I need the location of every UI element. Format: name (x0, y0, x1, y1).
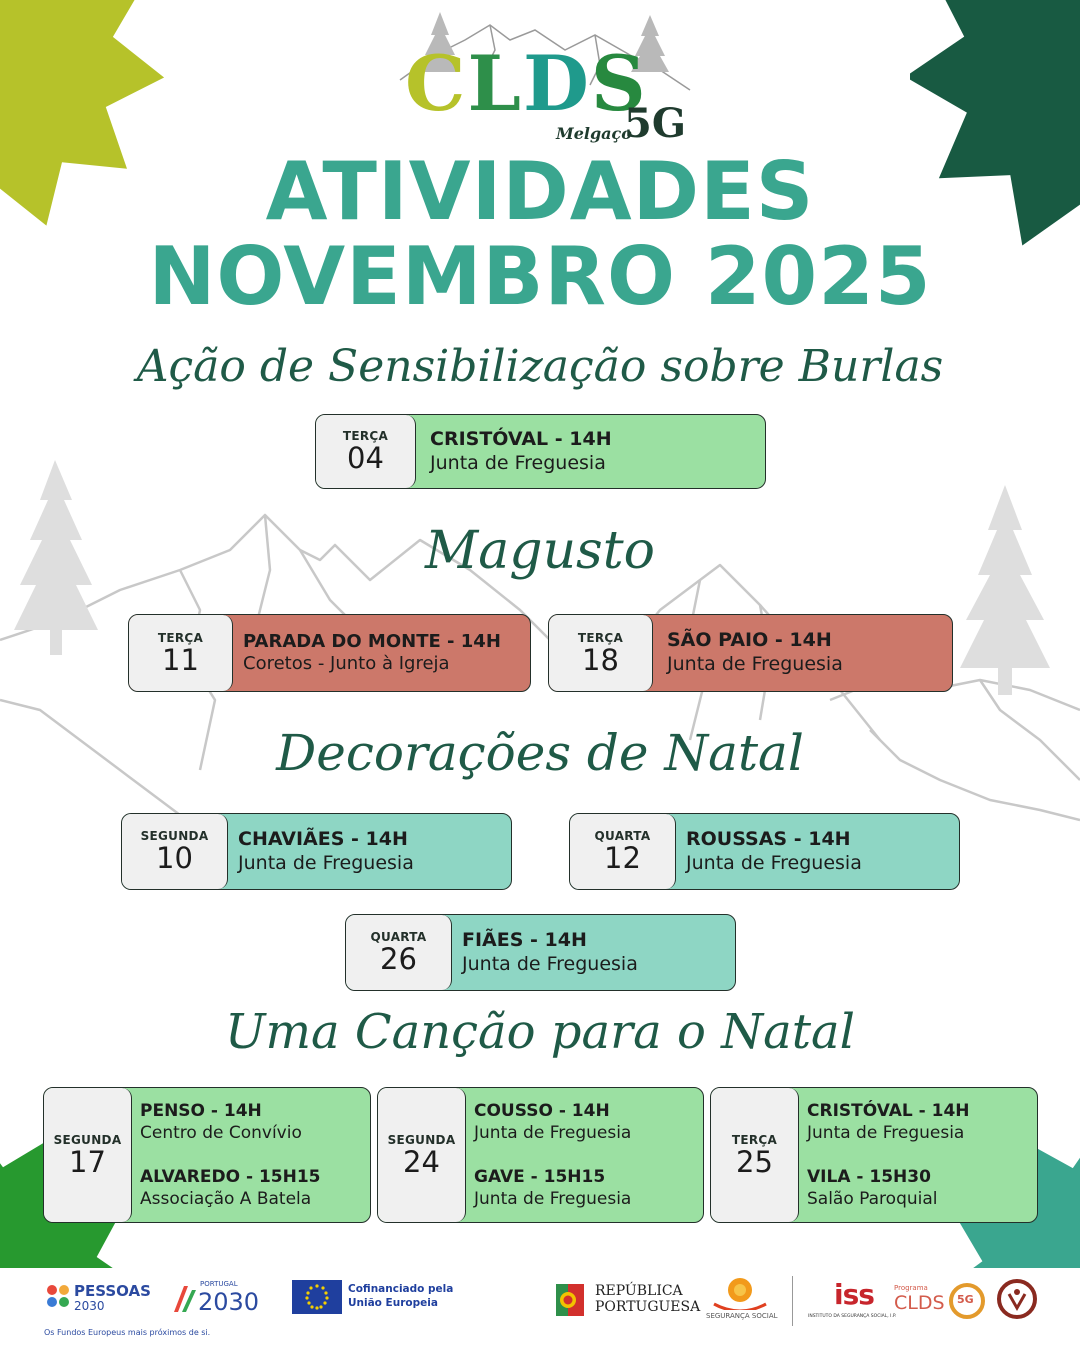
eu-flag-icon (292, 1280, 342, 1314)
event-place: CRISTÓVAL - 14H (430, 427, 612, 450)
section-title-burlas: Ação de Sensibilização sobre Burlas (136, 341, 944, 392)
event-date (122, 814, 228, 889)
event-date (44, 1088, 132, 1222)
event-venue: Junta de Freguesia (474, 1189, 632, 1210)
event-venue: Salão Paroquial (807, 1189, 938, 1210)
footer-divider (792, 1276, 793, 1326)
pessoas-icon (44, 1282, 72, 1310)
event-day: 25 (736, 1144, 773, 1179)
event-place: VILA - 15H30 (807, 1167, 931, 1187)
programa-label: Programa (894, 1284, 928, 1292)
event-day: 11 (162, 642, 199, 677)
event-weekday: SEGUNDA (387, 1132, 456, 1147)
event-day: 12 (604, 841, 641, 876)
event-card (43, 1087, 371, 1223)
event-card (377, 1087, 704, 1223)
event-info (228, 814, 511, 889)
logo-clds (405, 39, 648, 128)
event-date (129, 615, 233, 691)
event-place: ALVAREDO - 15H15 (140, 1167, 321, 1187)
event-weekday: TERÇA (731, 1132, 778, 1147)
event-place: PENSO - 14H (140, 1100, 262, 1121)
seguranca-text: SEGURANÇA SOCIAL (706, 1312, 778, 1320)
event-card (569, 813, 960, 890)
portugal-2030-icon (170, 1282, 198, 1314)
pessoas-year: 2030 (74, 1299, 105, 1313)
logo-letter-c: C (405, 39, 468, 128)
event-place: CHAVIÃES - 14H (238, 827, 408, 850)
event-date (711, 1088, 799, 1222)
event-day: 18 (582, 642, 619, 677)
programa-version: 5G (957, 1293, 974, 1306)
event-info (132, 1088, 370, 1222)
event-info (233, 615, 530, 691)
event-venue: Junta de Freguesia (430, 451, 606, 474)
event-date (316, 415, 416, 488)
event-place: CRISTÓVAL - 14H (807, 1100, 970, 1121)
iss-full: INSTITUTO DA SEGURANÇA SOCIAL, I.P. (808, 1314, 897, 1319)
event-place: SÃO PAIO - 14H (667, 629, 832, 652)
event-venue: Junta de Freguesia (667, 653, 843, 675)
pessoas-name: PESSOAS (74, 1282, 151, 1300)
event-venue: Junta de Freguesia (462, 952, 638, 975)
event-card (315, 414, 766, 489)
event-info (416, 415, 765, 488)
section-title-decoracoes: Decorações de Natal (276, 724, 804, 782)
event-venue: Associação A Batela (140, 1189, 312, 1210)
event-venue: Coretos - Junto à Igreja (243, 653, 450, 674)
event-venue: Junta de Freguesia (807, 1122, 965, 1143)
event-card (548, 614, 953, 692)
event-date (549, 615, 653, 691)
event-place: COUSSO - 14H (474, 1100, 610, 1121)
section-title-magusto: Magusto (425, 521, 655, 581)
event-info (466, 1088, 703, 1222)
event-info (676, 814, 959, 889)
event-place: FIÃES - 14H (462, 928, 587, 951)
event-info (799, 1088, 1037, 1222)
portugal-label: PORTUGAL (200, 1280, 238, 1288)
logo-letter-s: S (590, 39, 648, 128)
event-info (452, 915, 735, 990)
event-day: 17 (69, 1144, 106, 1179)
logo-version: 5G (624, 100, 686, 147)
republica-line1: REPÚBLICA (595, 1283, 683, 1299)
republica-portuguesa-icon (556, 1280, 586, 1320)
event-venue: Centro de Convívio (140, 1122, 302, 1143)
event-weekday: TERÇA (157, 630, 204, 645)
section-title-cancao: Uma Canção para o Natal (225, 1004, 855, 1060)
pessoas-tagline: Os Fundos Europeus mais próximos de si. (44, 1328, 211, 1337)
event-card (710, 1087, 1038, 1223)
footer-logos (0, 1268, 1080, 1350)
headline-activities: ATIVIDADES (265, 145, 815, 238)
event-day: 10 (156, 841, 193, 876)
event-weekday: QUARTA (594, 829, 651, 844)
event-card (345, 914, 736, 991)
event-card (121, 813, 512, 890)
event-venue: Junta de Freguesia (474, 1122, 632, 1143)
event-date (570, 814, 676, 889)
event-place: PARADA DO MONTE - 14H (243, 630, 501, 652)
event-info (653, 615, 952, 691)
portugal-year: 2030 (198, 1288, 260, 1316)
event-weekday: TERÇA (577, 630, 624, 645)
event-place: GAVE - 15H15 (474, 1167, 606, 1187)
eu-text: Cofinanciado pela União Europeia (348, 1283, 454, 1310)
event-venue: Junta de Freguesia (686, 851, 862, 874)
event-day: 04 (347, 441, 384, 476)
event-weekday: SEGUNDA (140, 829, 209, 844)
logo-letter-d: D (522, 39, 591, 128)
logo-letter-l: L (467, 39, 523, 128)
event-card (128, 614, 531, 692)
event-venue: Junta de Freguesia (238, 851, 414, 874)
event-day: 24 (403, 1144, 440, 1179)
programa-clds: CLDS (894, 1292, 945, 1314)
event-date (346, 915, 452, 990)
republica-line2: PORTUGUESA (595, 1299, 701, 1315)
logo-place: Melgaço (556, 124, 632, 143)
event-weekday: QUARTA (370, 930, 427, 945)
municipal-seal-icon (996, 1278, 1038, 1320)
headline-month: NOVEMBRO 2025 (148, 230, 932, 323)
iss-logo: iss (834, 1278, 874, 1311)
event-day: 26 (380, 942, 417, 977)
event-weekday: SEGUNDA (53, 1132, 122, 1147)
event-place: ROUSSAS - 14H (686, 827, 851, 850)
seguranca-social-icon (712, 1274, 768, 1310)
event-weekday: TERÇA (342, 429, 389, 444)
event-date (378, 1088, 466, 1222)
